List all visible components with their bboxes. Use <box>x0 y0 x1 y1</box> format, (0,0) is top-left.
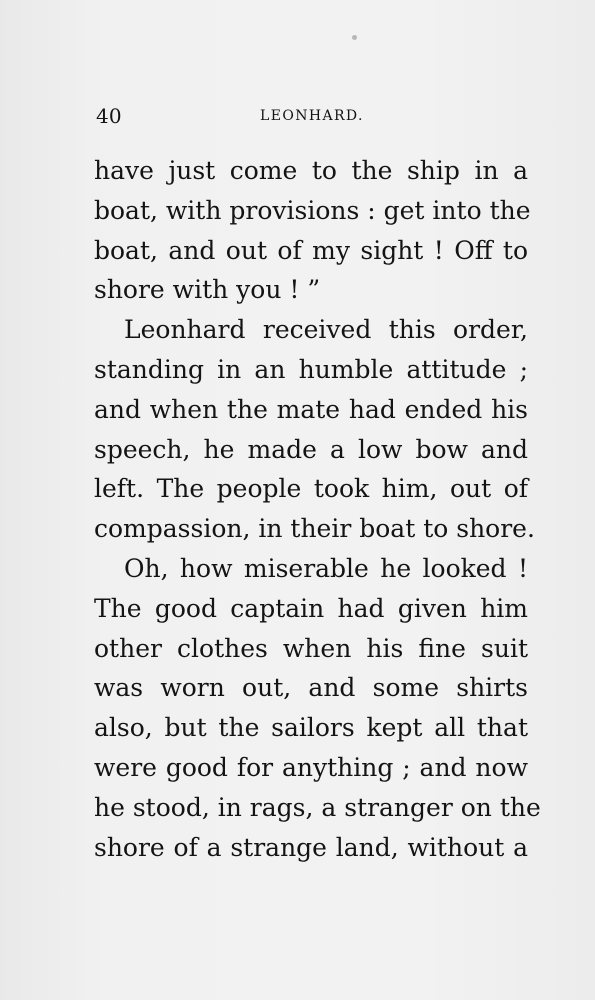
text-line: speech, he made a low bow and <box>94 434 528 464</box>
text-line: left. The people took him, out of <box>94 474 528 504</box>
text-line: have just come to the ship in a <box>94 156 528 185</box>
text-line: he stood, in rags, a stranger on the <box>94 792 541 822</box>
text-line: shore of a strange land, without a <box>94 832 528 862</box>
paragraph-start-line: Oh, how miserable he looked ! <box>124 553 528 583</box>
page-header <box>96 104 528 128</box>
text-line: was worn out, and some shirts <box>94 673 528 703</box>
text-line: also, but the sailors kept all that <box>94 713 528 743</box>
text-line: were good for anything ; and now <box>94 752 528 782</box>
text-line: boat, and out of my sight ! Off to <box>94 235 528 265</box>
text-line: compassion, in their boat to shore. <box>94 514 535 544</box>
text-line: and when the mate had ended his <box>94 394 528 424</box>
body-text <box>94 151 541 867</box>
text-line: other clothes when his fine suit <box>94 633 528 663</box>
page-speck <box>352 35 357 40</box>
text-line: The good captain had given him <box>94 593 528 623</box>
running-head: LEONHARD. <box>260 108 364 124</box>
text-line: shore with you ! ” <box>94 275 321 305</box>
paragraph-start-line: Leonhard received this order, <box>124 315 528 345</box>
text-line: standing in an humble attitude ; <box>94 354 528 384</box>
text-line: boat, with provisions : get into the <box>94 195 531 225</box>
page-number: 40 <box>96 104 122 128</box>
